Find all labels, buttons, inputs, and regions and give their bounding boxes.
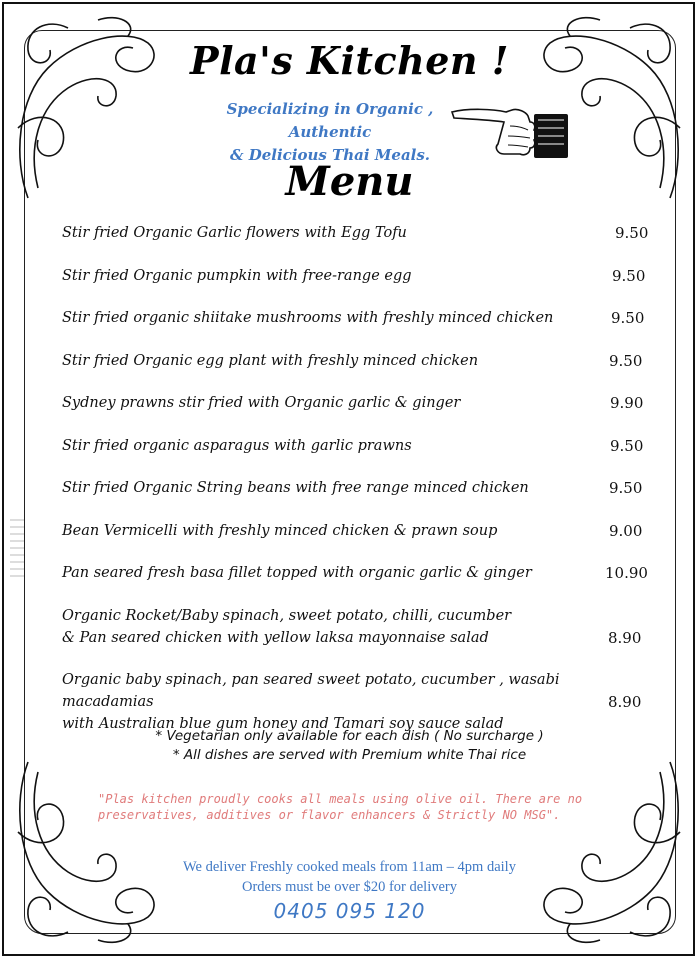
menu-item bbox=[62, 350, 652, 393]
restaurant-title: Pla's Kitchen ! bbox=[190, 38, 509, 83]
tagline-line2: & Delicious Thai Meals. bbox=[229, 146, 431, 164]
menu-item bbox=[62, 265, 652, 308]
vegetarian-note: * Vegetarian only available for each dish ( No surcharge ) bbox=[155, 728, 544, 744]
item-name-line2: & Pan seared chicken with yellow laksa mayonnaise salad bbox=[62, 629, 489, 646]
item-name: Stir fried organic shiitake mushrooms with freshly minced chicken bbox=[62, 310, 554, 326]
item-price: 9.50 bbox=[615, 224, 649, 242]
menu-item bbox=[62, 520, 652, 563]
item-price: 9.50 bbox=[610, 436, 644, 455]
edge-texture bbox=[8, 515, 26, 585]
item-price: 9.50 bbox=[609, 479, 643, 497]
rice-note: * All dishes are served with Premium white Thai rice bbox=[172, 747, 527, 763]
menu-item bbox=[62, 435, 652, 478]
tagline-line1: Specializing in Organic , Authentic bbox=[226, 100, 434, 141]
menu-item bbox=[62, 605, 652, 669]
item-price: 9.90 bbox=[610, 394, 644, 412]
item-price: 9.50 bbox=[611, 309, 645, 327]
item-name: Stir fried Organic Garlic flowers with Egg Tofu bbox=[62, 225, 407, 241]
item-name: Bean Vermicelli with freshly minced chicken & prawn soup bbox=[62, 522, 498, 539]
menu-item bbox=[62, 222, 652, 265]
menu-item bbox=[62, 477, 652, 520]
item-name: Stir fried Organic egg plant with freshly minced chicken bbox=[62, 352, 479, 369]
menu-heading: Menu bbox=[285, 158, 414, 205]
delivery-hours: We deliver Freshly cooked meals from 11am – 4pm daily bbox=[183, 859, 516, 875]
item-name bbox=[62, 605, 602, 649]
menu-items-list bbox=[62, 222, 652, 733]
item-price: 8.90 bbox=[608, 628, 642, 647]
menu-item bbox=[62, 669, 652, 733]
item-name: Stir fried Organic pumpkin with free-range egg bbox=[62, 267, 412, 284]
delivery-info bbox=[0, 857, 699, 897]
olive-note-line1: "Plas kitchen proudly cooks all meals using olive oil. There are no bbox=[98, 792, 583, 806]
menu-notes bbox=[0, 727, 699, 765]
item-price: 9.50 bbox=[612, 266, 646, 285]
item-price: 10.90 bbox=[605, 564, 648, 582]
item-name: Stir fried Organic String beans with free range minced chicken bbox=[62, 480, 529, 496]
menu-item bbox=[62, 562, 652, 605]
item-price: 8.90 bbox=[608, 692, 642, 711]
menu-item bbox=[62, 392, 652, 435]
item-name-line2: with Australian blue gum honey and Tamari soy sauce salad bbox=[62, 715, 504, 732]
delivery-minimum: Orders must be over $20 for delivery bbox=[241, 879, 458, 895]
olive-oil-note bbox=[98, 791, 618, 823]
olive-note-line2: preservatives, additives or flavor enhancers & Strictly NO MSG". bbox=[98, 808, 561, 822]
item-price: 9.00 bbox=[609, 521, 643, 540]
item-price: 9.50 bbox=[609, 351, 643, 370]
phone-number[interactable]: 0405 095 120 bbox=[273, 899, 426, 923]
tagline bbox=[185, 98, 475, 167]
item-name bbox=[62, 669, 582, 735]
item-name-line1: Organic Rocket/Baby spinach, sweet potato, chilli, cucumber bbox=[62, 607, 512, 624]
item-name: Stir fried organic asparagus with garlic prawns bbox=[62, 437, 412, 454]
item-name: Sydney prawns stir fried with Organic garlic & ginger bbox=[62, 395, 461, 411]
menu-item bbox=[62, 307, 652, 350]
item-name-line1: Organic baby spinach, pan seared sweet potato, cucumber , wasabi macadamias bbox=[62, 671, 560, 710]
item-name: Pan seared fresh basa fillet topped with organic garlic & ginger bbox=[62, 565, 532, 581]
